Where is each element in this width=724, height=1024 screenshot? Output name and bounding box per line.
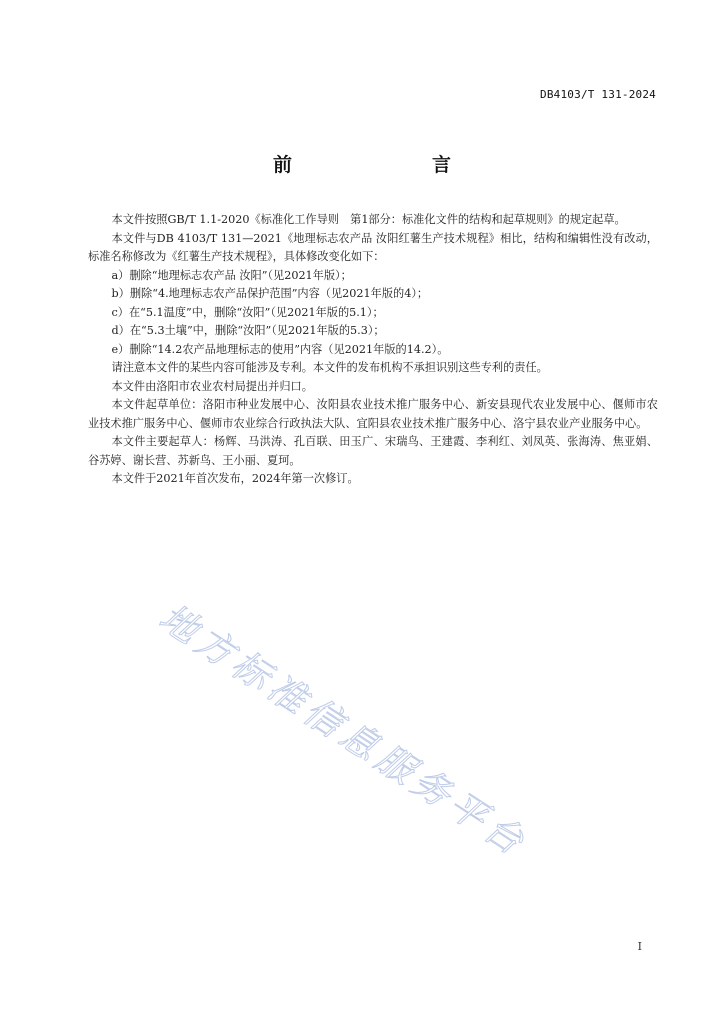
page-title: 前 言: [272, 154, 485, 176]
watermark: 地方标准信息服务平台: [151, 595, 536, 866]
paragraph-patent-notice: 请注意本文件的某些内容可能涉及专利。本文件的发布机构不承担识别这些专利的责任。: [111, 361, 548, 374]
paragraph-publication-history: 本文件于2021年首次发布，2024年第一次修订。: [111, 472, 359, 485]
paragraph-drafters: 本文件主要起草人：杨辉、马洪涛、孔百联、田玉广、宋瑞鸟、王建霞、李利红、刘凤英、张海涛、焦亚娟、谷苏婷、谢长营、苏新鸟、王小丽、夏珂。: [88, 435, 658, 467]
foreword-body: [88, 211, 658, 489]
change-item-d: d）在“5.3土壤”中，删除“汝阳”（见2021年版的5.3）；: [111, 324, 385, 337]
change-item-b: b）删除“4.地理标志农产品保护范围”内容（见2021年版的4）；: [111, 287, 429, 300]
standard-code: DB4103/T 131-2024: [540, 88, 656, 101]
page-number: I: [637, 940, 642, 953]
paragraph-drafting-units: 本文件起草单位：洛阳市种业发展中心、汝阳县农业技术推广服务中心、新安县现代农业发展中心、偃师市农业技术推广服务中心、偃师市农业综合行政执法大队、宜阳县农业技术推广服务中心、洛宁县农业产业服务中心。: [88, 398, 658, 430]
paragraph-proposer: 本文件由洛阳市农业农村局提出并归口。: [111, 379, 313, 393]
paragraph-comparison: 本文件与DB 4103/T 131—2021《地理标志农产品 汝阳红薯生产技术规程》相比，结构和编辑性没有改动，标准名称修改为《红薯生产技术规程》，具体修改变化如下：: [88, 231, 658, 263]
paragraph-drafting-rules: 本文件按照GB/T 1.1-2020《标准化工作导则 第1部分：标准化文件的结构和起草规则》的规定起草。: [111, 213, 626, 226]
change-item-c: c）在“5.1温度”中，删除“汝阳”（见2021年版的5.1）；: [111, 305, 384, 319]
change-item-e: e）删除“14.2农产品地理标志的使用”内容（见2021年版的14.2）。: [111, 342, 449, 356]
change-item-a: a）删除“地理标志农产品 汝阳”（见2021年版）；: [111, 268, 352, 282]
